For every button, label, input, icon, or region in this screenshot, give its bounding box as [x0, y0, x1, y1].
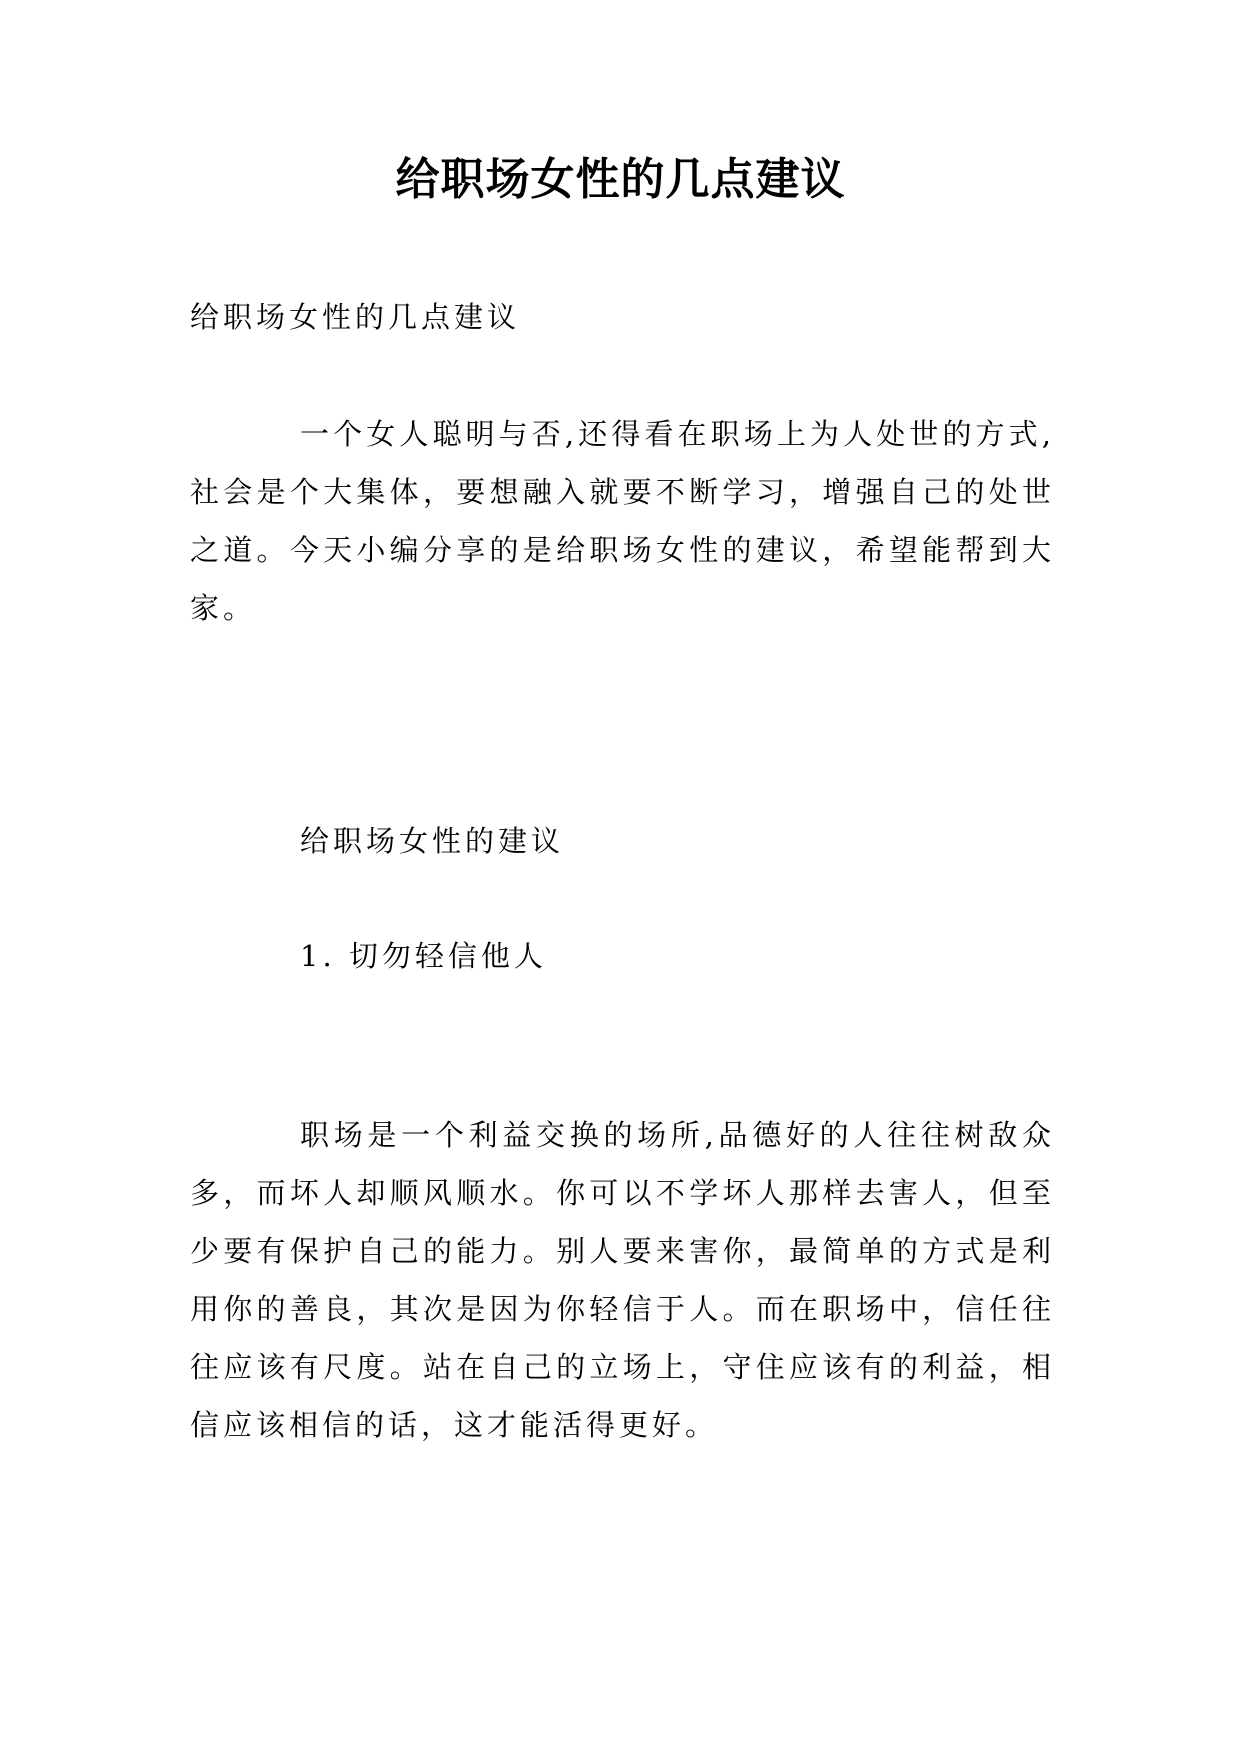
list-item-1: 1. 切勿轻信他人	[300, 939, 547, 973]
section-heading: 给职场女性的建议	[300, 824, 565, 858]
body-paragraph-1: 职场是一个利益交换的场所,品德好的人往往树敌众多，而坏人却顺风顺水。你可以不学坏人那样去害人，但至少要有保护自己的能力。别人要来害你，最简单的方式是利用你的善良，其次是因为你轻信于人。而在职场中，信任往往应该有尺度。站在自己的立场上，守住应该有的利益，相信应该相信的话，这才能活得更好。	[190, 1118, 1055, 1442]
document-title: 给职场女性的几点建议	[395, 154, 846, 205]
intro-paragraph: 一个女人聪明与否,还得看在职场上为人处世的方式,社会是个大集体，要想融入就要不断学习，增强自己的处世之道。今天小编分享的是给职场女性的建议，希望能帮到大家。	[190, 417, 1055, 625]
document-subtitle: 给职场女性的几点建议	[190, 300, 521, 334]
